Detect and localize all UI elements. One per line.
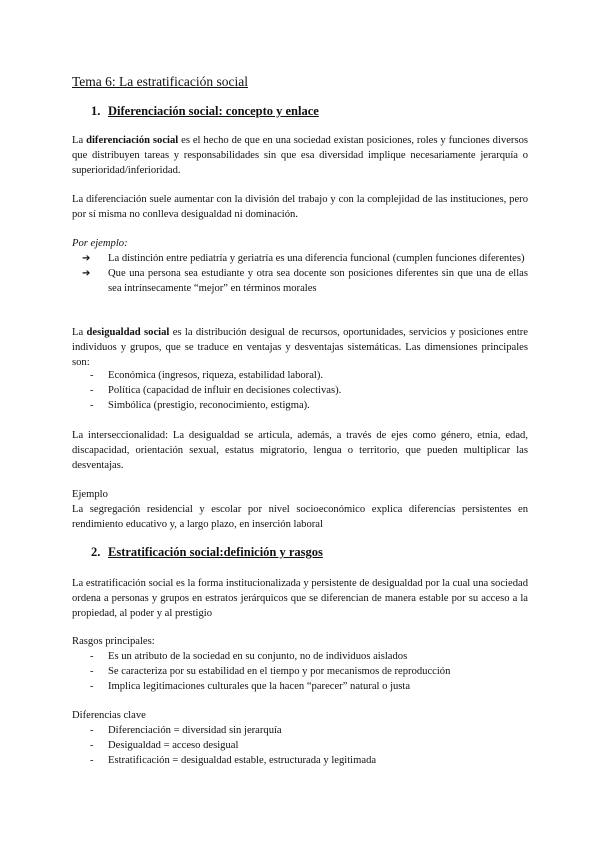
text: es la distribución desigual de recursos, oportunidades, servicios y posiciones entre individuos y grupos, que se traduce en ventajas y desventajas sistemáticas. Las dimensiones principales son: [72,327,529,368]
list-item-text: Implica legitimaciones culturales que la hacen “parecer” natural o justa [108,681,411,692]
example-2-label: Ejemplo [72,489,108,500]
dash-marker: - [90,740,94,751]
section-1-number: 1. [91,104,101,118]
list-item-text: Que una persona sea estudiante y otra sea docente son posiciones diferentes sin que una de ellas sea intrínsecamente “mejor” en términos morales [108,268,528,294]
text: es el hecho de que en una sociedad existan posiciones, roles y funciones diversos que distribuyen tareas y responsabilidades sin que esa diversidad implique necesariamente jerarquía o superioridad/inferioridad. [72,135,528,176]
dash-marker: - [90,725,94,736]
paragraph-example-2: La segregación residencial y escolar por nivel socioeconómico explica diferencias persistentes en rendimiento educativo y, a largo plazo, en inserción laboral [72,504,528,530]
list-item [72,266,528,296]
list-item [72,383,528,398]
list-item-text: Desigualdad = acceso desigual [108,740,239,751]
dash-marker: - [90,666,94,677]
list-item-text: La distinción entre pediatría y geriatría es una diferencia funcional (cumplen funciones diferentes) [108,253,525,264]
list-item-text: Simbólica (prestigio, reconocimiento, estigma). [108,400,310,411]
paragraph-estratificacion: La estratificación social es la forma institucionalizada y persistente de desigualdad por la cual una sociedad ordena a personas y grupos en estratos jerárquicos que se diferencian de manera estable por su acceso a la propiedad, al poder y al prestigio [72,578,528,619]
paragraph-interseccionalidad: La interseccionalidad: La desigualdad se articula, además, a través de ejes como género, etnia, edad, discapacidad, orientación sexual, estatus migratorio, lengua o territorio, que pueden multiplicar las desventajas. [72,430,528,471]
list-item-text: Política (capacidad de influir en decisiones colectivas). [108,385,342,396]
term-diferenciacion-social: diferenciación social [86,135,179,146]
list-item-text: Es un atributo de la sociedad en su conjunto, no de individuos aislados [108,651,408,662]
list-item [72,738,528,753]
paragraph-division-trabajo: La diferenciación suele aumentar con la división del trabajo y con la complejidad de las instituciones, pero por sí misma no conlleva desigualdad ni dominación. [72,194,528,220]
list-item [72,723,528,738]
dash-marker: - [90,681,94,692]
example-list [72,251,528,296]
paragraph-desigualdad [72,325,528,370]
arrow-icon: ➔ [82,268,91,279]
dash-marker: - [90,400,94,411]
diferencias-label: Diferencias clave [72,710,146,721]
list-item [72,649,528,664]
rasgos-list [72,649,528,694]
section-1-title: Diferenciación social: concepto y enlace [108,104,319,118]
section-2-title: Estratificación social:definición y rasgos [108,545,323,559]
dash-marker: - [90,385,94,396]
text: La [72,135,87,146]
section-2-heading [91,545,511,560]
list-item-text: Se caracteriza por su estabilidad en el tiempo y por mecanismos de reproducción [108,666,451,677]
list-item [72,753,528,768]
dimensions-list [72,368,528,413]
example-label: Por ejemplo: [72,238,128,249]
dash-marker: - [90,370,94,381]
list-item [72,679,528,694]
dash-marker: - [90,651,94,662]
list-item [72,664,528,679]
list-item-text: Económica (ingresos, riqueza, estabilidad laboral). [108,370,324,381]
list-item [72,251,528,266]
diferencias-list [72,723,528,768]
dash-marker: - [90,755,94,766]
list-item [72,368,528,383]
document-title: Tema 6: La estratificación social [72,74,248,89]
list-item [72,398,528,413]
section-2-number: 2. [91,545,101,559]
text: La [72,327,87,338]
arrow-icon: ➔ [82,253,91,264]
list-item-text: Diferenciación = diversidad sin jerarquía [108,725,282,736]
rasgos-label: Rasgos principales: [72,636,155,647]
list-item-text: Estratificación = desigualdad estable, estructurada y legitimada [108,755,377,766]
section-1-heading [91,104,511,119]
paragraph-diferenciacion [72,133,528,178]
term-desigualdad-social: desigualdad social [86,327,170,338]
